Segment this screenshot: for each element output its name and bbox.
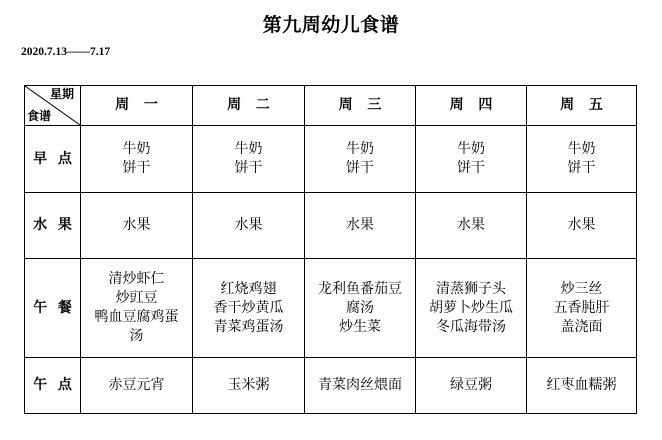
- menu-cell: [416, 259, 527, 358]
- menu-item: 红烧鸡翅: [220, 280, 277, 297]
- menu-item: 玉米粥: [227, 377, 270, 393]
- menu-item: 青菜鸡蛋汤: [213, 318, 284, 335]
- menu-cell: [416, 358, 527, 414]
- menu-item: 绿豆粥: [450, 377, 492, 393]
- meal-label-breakfast: 早 点: [25, 126, 81, 193]
- menu-cell: [527, 259, 637, 358]
- menu-item: 饼干: [122, 160, 151, 176]
- menu-cell: [305, 126, 416, 193]
- header-row: [25, 86, 637, 126]
- menu-item: 牛奶: [234, 141, 263, 157]
- meal-row-breakfast: [25, 126, 637, 193]
- menu-cell: [305, 259, 416, 358]
- menu-item: 牛奶: [567, 141, 596, 157]
- menu-cell: [305, 193, 416, 259]
- day-header-fri: 周 五: [527, 86, 637, 126]
- menu-cell: [193, 193, 305, 259]
- menu-cell: [81, 193, 193, 259]
- page-title: 第九周幼儿食谱: [262, 14, 400, 36]
- menu-item: 胡萝卜炒生瓜: [429, 299, 513, 316]
- menu-item: 水果: [122, 217, 151, 233]
- menu-item: 水果: [346, 217, 374, 233]
- meal-label-fruit: 水 果: [25, 193, 81, 259]
- menu-item: 青菜肉丝煨面: [318, 377, 402, 393]
- menu-item: 炒三丝: [560, 280, 603, 297]
- menu-item: 牛奶: [457, 141, 485, 157]
- menu-cell: [193, 259, 305, 358]
- menu-item: 炒生菜: [339, 318, 381, 335]
- menu-item: 饼干: [567, 160, 596, 176]
- menu-cell: [416, 126, 527, 193]
- menu-item: 香干炒黄瓜: [213, 299, 284, 316]
- menu-item: 饼干: [234, 160, 263, 176]
- menu-item: 鸭血豆腐鸡蛋: [94, 309, 179, 325]
- menu-cell: [527, 193, 637, 259]
- menu-cell: [193, 358, 305, 414]
- corner-cell: [25, 86, 81, 126]
- menu-cell: [527, 358, 637, 414]
- menu-item: 清蒸狮子头: [436, 280, 506, 297]
- date-range: 2020.7.13——7.17: [21, 46, 111, 58]
- day-header-tue: 周 二: [193, 86, 305, 126]
- menu-item: 冬瓜海带汤: [436, 318, 506, 335]
- day-header-thu: 周 四: [416, 86, 527, 126]
- meal-row-snack: [25, 358, 637, 414]
- menu-item: 汤: [129, 328, 144, 344]
- menu-item: 腐汤: [346, 299, 374, 316]
- menu-item: 饼干: [457, 160, 485, 176]
- menu-item: 水果: [567, 217, 596, 233]
- menu-item: 牛奶: [346, 141, 374, 157]
- day-header-wed: 周 三: [305, 86, 416, 126]
- menu-item: 五香肫肝: [553, 299, 610, 316]
- menu-cell: [81, 126, 193, 193]
- menu-cell: [81, 259, 193, 358]
- meal-label-lunch: 午 餐: [25, 259, 81, 358]
- day-header-mon: 周 一: [81, 86, 193, 126]
- meal-label-afternoon-snack: 午 点: [25, 358, 81, 414]
- menu-item: 水果: [457, 217, 485, 233]
- menu-cell: [193, 126, 305, 193]
- menu-item: 水果: [234, 217, 263, 233]
- meal-row-lunch: [25, 259, 637, 358]
- menu-item: 赤豆元宵: [108, 377, 165, 393]
- corner-weekday-label: 星期: [49, 87, 74, 101]
- menu-item: 龙利鱼番茄豆: [318, 280, 402, 297]
- meal-row-fruit: [25, 193, 637, 259]
- menu-cell: [527, 126, 637, 193]
- menu-item: 炒豇豆: [115, 290, 158, 306]
- menu-cell: [81, 358, 193, 414]
- menu-item: 饼干: [346, 160, 374, 176]
- corner-menu-label: 食谱: [27, 109, 52, 123]
- menu-item: 盖浇面: [560, 318, 603, 335]
- menu-table: [24, 85, 637, 414]
- menu-cell: [416, 193, 527, 259]
- menu-item: 清炒虾仁: [108, 271, 165, 287]
- menu-cell: [305, 358, 416, 414]
- menu-item: 牛奶: [122, 141, 151, 157]
- menu-item: 红枣血糯粥: [546, 377, 617, 393]
